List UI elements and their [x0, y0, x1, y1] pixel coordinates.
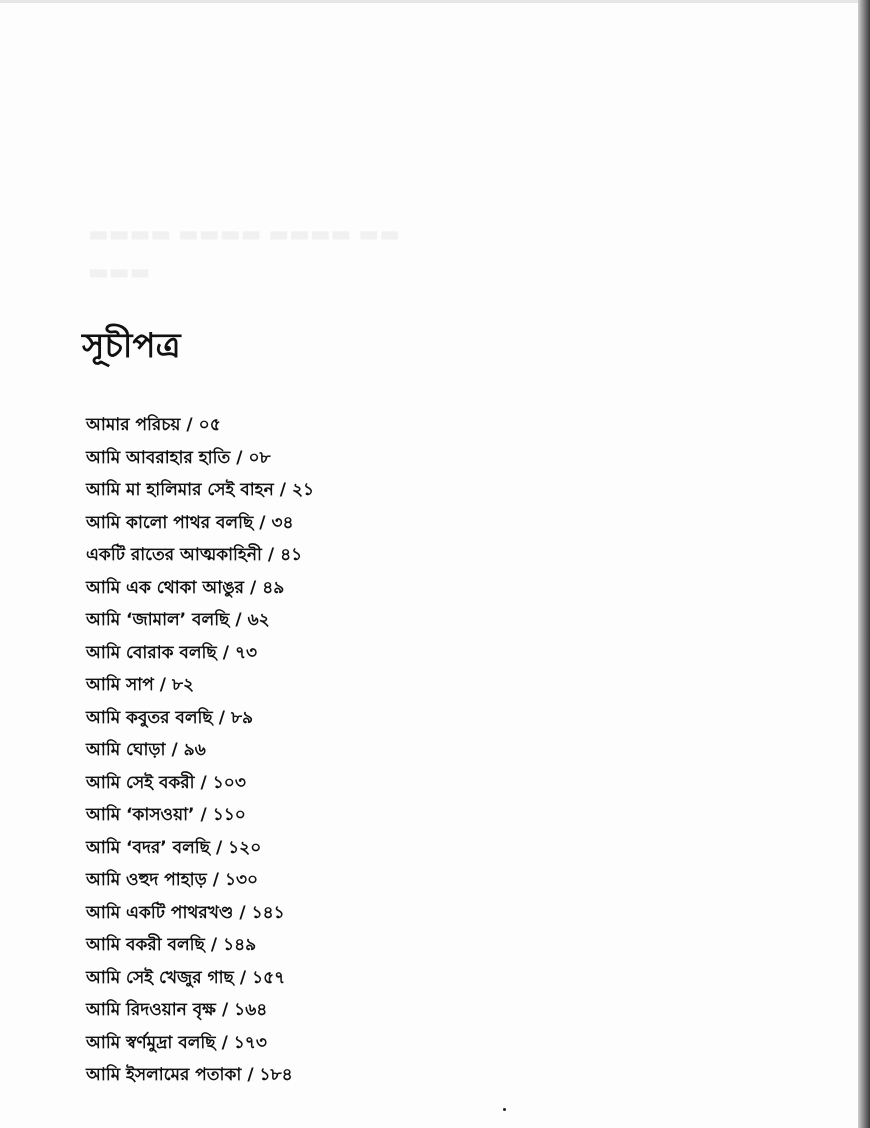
- toc-page-number: ০৫: [198, 415, 221, 435]
- toc-entry-title: আমি বোরাক বলছি: [86, 642, 217, 663]
- table-of-contents: [86, 409, 314, 1092]
- toc-entry: [86, 799, 314, 832]
- toc-entry: [86, 702, 314, 735]
- toc-page-number: ১৮৪: [259, 1065, 293, 1085]
- toc-page-number: ০৮: [248, 447, 271, 468]
- toc-separator: /: [200, 772, 207, 793]
- toc-page-number: ১১০: [212, 805, 246, 825]
- toc-page-number: ১৪১: [251, 902, 285, 923]
- page-title: সূচীপত্র: [82, 326, 181, 366]
- toc-entry-title: একটি রাতের আত্মকাহিনী: [86, 545, 262, 565]
- page-right-edge: [858, 0, 870, 1128]
- toc-separator: /: [221, 1000, 229, 1020]
- toc-separator: /: [212, 870, 219, 890]
- toc-page-number: ১২০: [228, 837, 262, 858]
- toc-entry-title: আমি ‘কাসওয়া’: [86, 805, 195, 825]
- toc-entry-title: আমি একটি পাথরখণ্ড: [86, 902, 234, 923]
- toc-page-number: ৬২: [247, 610, 270, 630]
- toc-entry-title: আমি কবুতর বলছি: [86, 707, 213, 728]
- toc-entry: [86, 474, 314, 507]
- toc-entry-title: আমি আবরাহার হাতি: [86, 447, 231, 468]
- toc-entry: [86, 409, 314, 442]
- toc-entry-title: আমি মা হালিমার সেই বাহন: [86, 480, 274, 500]
- page-top-edge: [0, 0, 870, 3]
- toc-separator: /: [235, 610, 242, 630]
- toc-page-number: ৩৪: [271, 512, 294, 533]
- toc-entry: [86, 669, 314, 702]
- toc-separator: /: [247, 1065, 254, 1085]
- toc-separator: /: [186, 415, 193, 435]
- bleed-through-text: ▬▬▬▬ ▬▬▬▬ ▬▬▬▬ ▬▬: [88, 222, 400, 247]
- toc-separator: /: [210, 935, 218, 955]
- toc-entry-title: আমি ঘোড়া: [86, 740, 166, 760]
- toc-separator: /: [279, 480, 286, 500]
- toc-entry-title: আমি কালো পাথর বলছি: [86, 512, 254, 533]
- toc-page-number: ৪৯: [262, 577, 285, 598]
- toc-entry-title: আমি ওহুদ পাহাড়: [86, 870, 207, 890]
- toc-page-number: ১৫৭: [252, 967, 286, 988]
- toc-entry: [86, 604, 314, 637]
- toc-separator: /: [239, 967, 247, 988]
- toc-entry: [86, 442, 314, 475]
- toc-page-number: ১৭৩: [233, 1032, 267, 1053]
- toc-page-number: ৭৩: [234, 642, 258, 663]
- toc-separator: /: [218, 707, 225, 728]
- toc-entry-title: আমার পরিচয়: [86, 415, 181, 435]
- toc-page-number: ৯৬: [183, 740, 206, 760]
- toc-page-number: ৮৯: [230, 707, 254, 728]
- toc-page-number: ১৩০: [224, 870, 259, 890]
- toc-separator: /: [250, 577, 257, 598]
- toc-entry: [86, 507, 314, 540]
- bleed-through-text: ▬▬▬: [88, 260, 151, 285]
- toc-separator: /: [239, 902, 246, 923]
- toc-entry-title: আমি ‘বদর’ বলছি: [86, 837, 210, 858]
- toc-entry: [86, 962, 314, 995]
- toc-entry: [86, 1059, 314, 1092]
- toc-separator: /: [171, 740, 178, 760]
- toc-page-number: ১৪৯: [223, 935, 257, 955]
- toc-entry: [86, 929, 314, 962]
- toc-separator: /: [267, 545, 275, 565]
- toc-entry: [86, 767, 314, 800]
- toc-entry-title: আমি স্বর্ণমুদ্রা বলছি: [86, 1032, 216, 1053]
- toc-entry-title: আমি ‘জামাল’ বলছি: [86, 610, 230, 630]
- toc-page-number: ১৬৪: [234, 1000, 268, 1020]
- toc-separator: /: [236, 447, 243, 468]
- toc-separator: /: [222, 642, 229, 663]
- toc-entry: [86, 637, 314, 670]
- toc-entry-title: আমি সাপ: [86, 675, 154, 695]
- toc-entry: [86, 572, 314, 605]
- toc-page-number: ১০৩: [212, 772, 246, 793]
- toc-page-number: ৮২: [171, 675, 195, 695]
- toc-entry-title: আমি সেই বকরী: [86, 772, 195, 793]
- toc-separator: /: [159, 675, 166, 695]
- toc-entry: [86, 539, 314, 572]
- toc-entry: [86, 897, 314, 930]
- toc-entry: [86, 734, 314, 767]
- toc-entry-title: আমি বকরী বলছি: [86, 935, 205, 955]
- toc-entry: [86, 1027, 314, 1060]
- toc-entry-title: আমি রিদওয়ান বৃক্ষ: [86, 1000, 216, 1020]
- toc-entry: [86, 994, 314, 1027]
- toc-separator: /: [200, 805, 207, 825]
- toc-entry-title: আমি এক থোকা আঙুর: [86, 577, 245, 598]
- toc-entry-title: আমি ইসলামের পতাকা: [86, 1065, 242, 1085]
- dust-speck: [503, 1108, 506, 1111]
- toc-page-number: ৪১: [280, 545, 303, 565]
- toc-page-number: ২১: [291, 480, 315, 500]
- toc-entry-title: আমি সেই খেজুর গাছ: [86, 967, 234, 988]
- toc-entry: [86, 864, 314, 897]
- toc-entry: [86, 832, 314, 865]
- toc-separator: /: [215, 837, 223, 858]
- toc-separator: /: [221, 1032, 228, 1053]
- toc-separator: /: [259, 512, 266, 533]
